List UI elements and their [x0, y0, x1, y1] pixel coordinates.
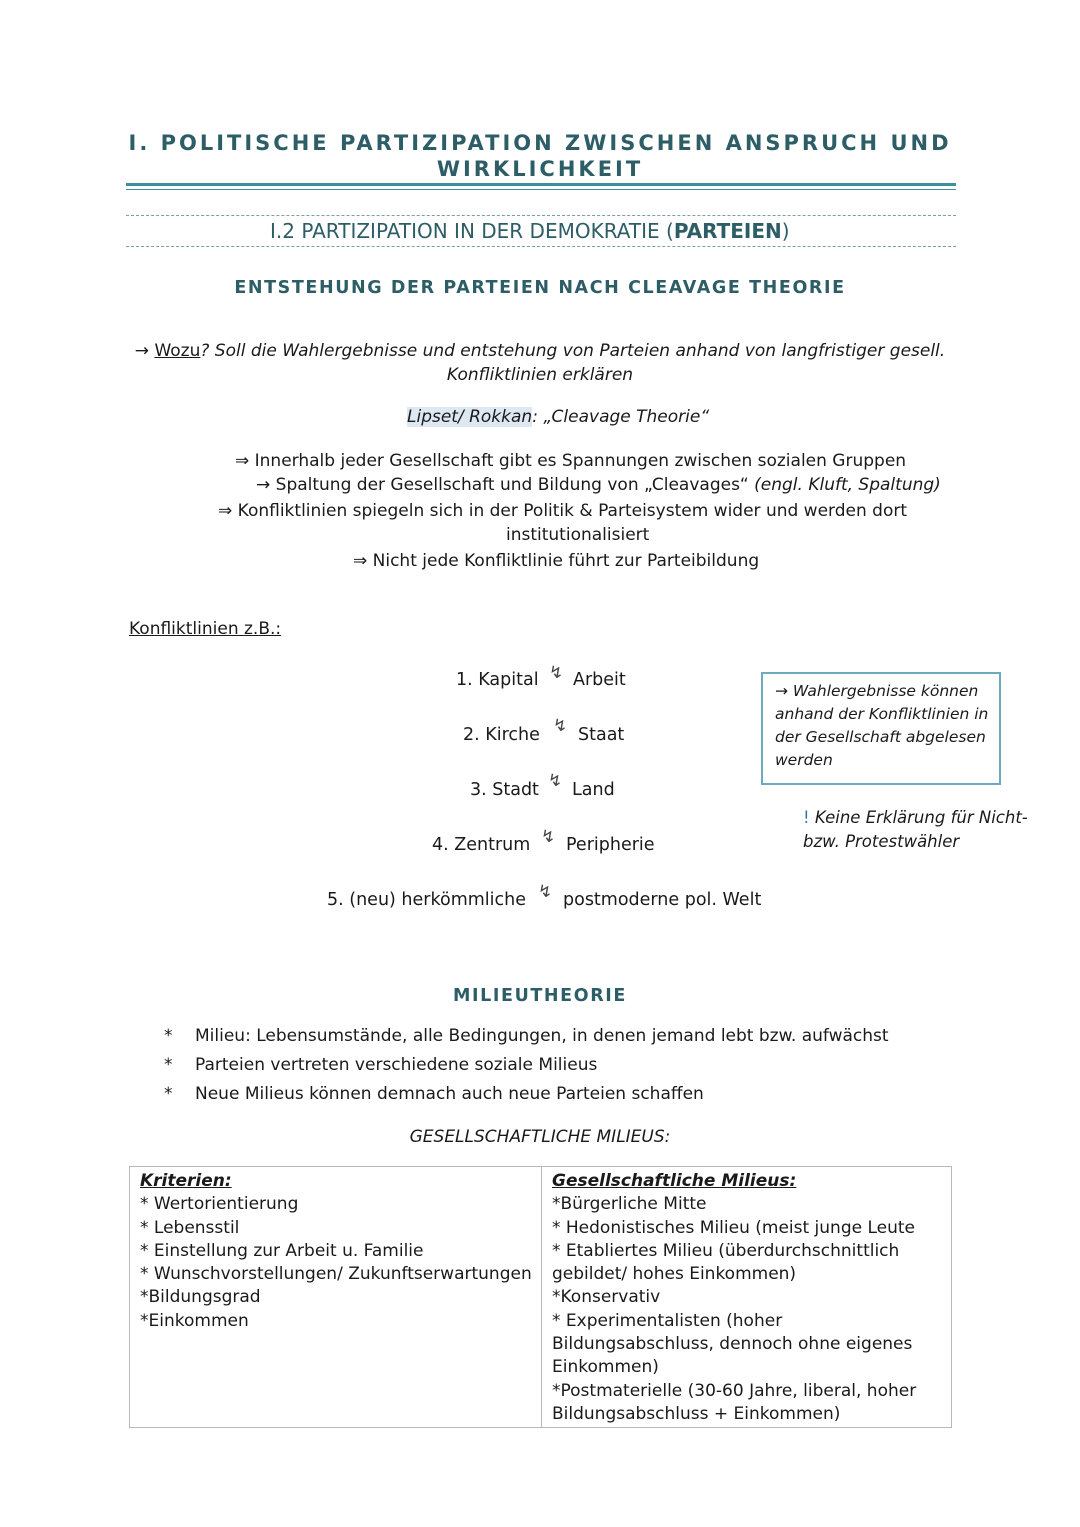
milieu-item: *Konservativ: [552, 1287, 661, 1308]
subtitle-text: I.2 PARTIZIPATION IN DER DEMOKRATIE (: [270, 219, 674, 243]
milieu-item: *Postmaterielle (30-60 Jahre, liberal, hoher Bildungsabschluss + Einkommen): [552, 1380, 917, 1424]
info-box-line: der Gesellschaft abgelesen: [775, 728, 986, 746]
info-box: [761, 672, 1001, 785]
conflict-left-3: 3. Stadt: [470, 780, 539, 800]
info-box-line: anhand der Konfliktlinien in: [775, 705, 989, 723]
title-line-2: WIRKLICHKEIT: [436, 157, 644, 181]
criteria-item: * Einstellung zur Arbeit u. Familie: [140, 1240, 424, 1261]
milieus-cell: [542, 1167, 952, 1428]
conflict-right-5: postmoderne pol. Welt: [563, 890, 762, 910]
subtitle-bold: PARTEIEN: [673, 219, 782, 243]
milieu-item: *Bürgerliche Mitte: [552, 1194, 707, 1215]
point-4: ⇒ Nicht jede Konfliktlinie führt zur Parteibildung: [353, 551, 760, 571]
cleavage-heading: ENTSTEHUNG DER PARTEIEN NACH CLEAVAGE THEORIE: [234, 278, 846, 298]
point-3: ⇒ Konfliktlinien spiegeln sich in der Politik & Parteisystem wider und werden dort: [218, 501, 908, 521]
warning-line-1: Keine Erklärung für Nicht-: [809, 808, 1028, 827]
milieu-heading: MILIEUTHEORIE: [453, 986, 627, 1006]
conflict-left-1: 1. Kapital: [456, 670, 539, 690]
cleavage-source: [407, 405, 709, 429]
examples-label: Konfliktlinien z.B.:: [129, 619, 282, 639]
cleavage-intro: [0, 339, 1080, 387]
warning-note: [803, 806, 1028, 854]
arrow-right-icon: →: [134, 341, 155, 361]
info-box-line: werden: [775, 751, 833, 769]
table-row: [130, 1167, 952, 1428]
intro-line-1: ? Soll die Wahlergebnisse und entstehung von Parteien anhand von langfristiger gesell.: [200, 341, 946, 361]
milieu-item: * Etabliertes Milieu (überdurchschnittlich gebildet/ hohes Einkommen): [552, 1240, 900, 1285]
lightning-bolt-icon: ↯: [538, 882, 553, 902]
milieu-table: [129, 1166, 952, 1428]
lightning-bolt-icon: ↯: [549, 663, 564, 683]
point-3-cont: institutionalisiert: [506, 525, 650, 545]
bullet-icon: *: [164, 1026, 173, 1046]
source-highlight: Lipset/ Rokkan: [407, 407, 533, 427]
milieu-bullet-3: Neue Milieus können demnach auch neue Parteien schaffen: [195, 1084, 704, 1104]
title-rule-thick: [126, 183, 956, 186]
point-1: ⇒ Innerhalb jeder Gesellschaft gibt es Spannungen zwischen sozialen Gruppen: [235, 451, 907, 471]
milieu-bullet-2: Parteien vertreten verschiedene soziale Milieus: [195, 1055, 598, 1075]
criteria-item: *Einkommen: [140, 1310, 249, 1331]
point-2: [256, 473, 941, 497]
point-2-text: → Spaltung der Gesellschaft und Bildung von „Cleavages“: [256, 475, 755, 495]
warning-line-2: bzw. Protestwähler: [803, 832, 960, 851]
subtitle-divider-bottom: [126, 246, 956, 247]
title-rule-thin: [126, 189, 956, 190]
table-caption: GESELLSCHAFTLICHE MILIEUS:: [409, 1127, 671, 1147]
bullet-icon: *: [164, 1055, 173, 1075]
title-line-1: I. POLITISCHE PARTIZIPATION ZWISCHEN ANSPRUCH UND: [128, 131, 952, 155]
intro-label: Wozu: [154, 341, 201, 361]
conflict-left-5: 5. (neu) herkömmliche: [327, 890, 526, 910]
lightning-bolt-icon: ↯: [541, 827, 556, 847]
bullet-icon: *: [164, 1084, 173, 1104]
milieu-bullet-1: Milieu: Lebensumstände, alle Bedingungen, in denen jemand lebt bzw. aufwächst: [195, 1026, 889, 1046]
lightning-bolt-icon: ↯: [553, 716, 568, 736]
criteria-item: * Wertorientierung: [140, 1194, 299, 1215]
milieus-header: Gesellschaftliche Milieus:: [552, 1171, 797, 1191]
point-2-note: (engl. Kluft, Spaltung): [754, 475, 941, 495]
conflict-left-4: 4. Zentrum: [432, 835, 531, 855]
conflict-right-2: Staat: [578, 725, 625, 745]
conflict-right-3: Land: [572, 780, 615, 800]
source-rest: : „Cleavage Theorie“: [532, 407, 710, 427]
lightning-bolt-icon: ↯: [548, 771, 563, 791]
criteria-item: * Wunschvorstellungen/ Zukunftserwartungen: [140, 1264, 532, 1285]
criteria-item: * Lebensstil: [140, 1217, 240, 1238]
conflict-right-1: Arbeit: [573, 670, 626, 690]
exclamation-icon: !: [803, 808, 810, 827]
milieu-item: * Hedonistisches Milieu (meist junge Leute: [552, 1217, 916, 1238]
subtitle-divider-top: [126, 215, 956, 216]
criteria-cell: [130, 1167, 542, 1428]
criteria-header: Kriterien:: [140, 1171, 232, 1191]
conflict-right-4: Peripherie: [566, 835, 655, 855]
criteria-item: *Bildungsgrad: [140, 1287, 261, 1308]
milieu-item: * Experimentalisten (hoher Bildungsabschluss, dennoch ohne eigenes Einkommen): [552, 1310, 913, 1378]
section-subtitle: [270, 219, 790, 243]
subtitle-close: ): [781, 219, 790, 243]
info-box-line: → Wahlergebnisse können: [775, 682, 979, 700]
page-title: [0, 130, 1080, 182]
conflict-left-2: 2. Kirche: [463, 725, 540, 745]
intro-line-2: Konfliktlinien erklären: [446, 365, 634, 385]
